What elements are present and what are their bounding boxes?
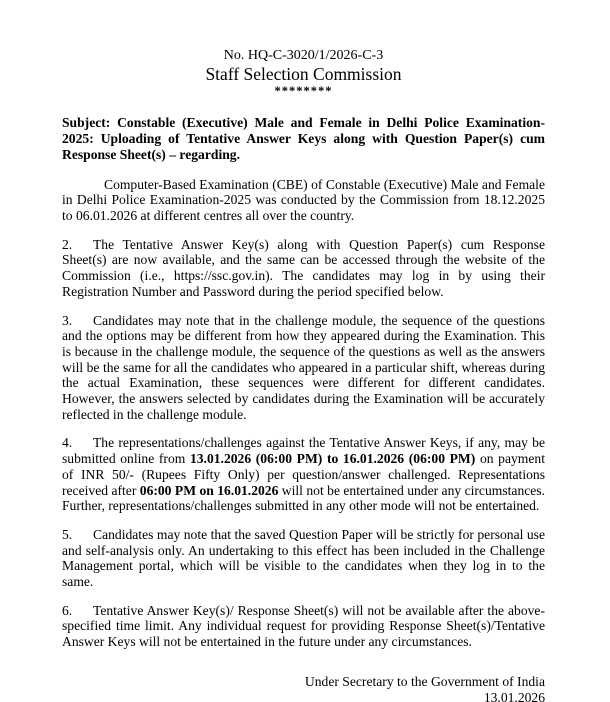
signature-block: [62, 674, 545, 702]
challenge-window-dates: 13.01.2026 (06:00 PM) to 16.01.2026 (06:00 PM): [189, 451, 476, 467]
signature-date: 13.01.2026: [483, 690, 545, 702]
paragraph-text: The Tentative Answer Key(s) along with Question Paper(s) cum Response Sheet(s) are now available, and the same can be accessed through the website of the Commission (i.e., https://ssc.gov.in). The candidates may log in by using their Registration Number and Password during the period specified below.: [62, 236, 545, 299]
paragraph-number: 4.: [62, 435, 73, 451]
reference-number: No. HQ-C-3020/1/2026-C-3: [223, 48, 384, 63]
paragraph-text: Candidates may note that the saved Question Paper will be strictly for personal use and self-analysis only. An undertaking to this effect has been included in the Challenge Management portal, which will be visible to the candidates when they log in to the same.: [62, 526, 545, 590]
paragraph-1: [62, 177, 545, 224]
paragraph-text: Tentative Answer Key(s)/ Response Sheet(s) will not be available after the above-specified time limit. Any individual request for providing Response Sheet(s)/Tentative Answer Keys will not be entertained in the future under any circumstances.: [62, 602, 545, 650]
paragraph-2: [62, 237, 545, 300]
paragraph-6: [62, 603, 545, 650]
challenge-deadline: 06:00 PM on 16.01.2026: [139, 482, 279, 498]
paragraph-3: [62, 313, 545, 423]
paragraph-5: [62, 527, 545, 590]
paragraph-text: Candidates may note that in the challenge module, the sequence of the questions and the options may be different from how they appeared during the Examination. This is because in the challenge module, the sequence of the questions as well as the answers will be the same for all the candidates who appeared in a particular shift, whereas during the actual Examination, these sequences were different for different candidates. However, the answers selected by candidates during the Examination will be accurately reflected in the challenge module.: [62, 312, 545, 422]
separator-stars: ********: [274, 84, 333, 98]
paragraph-number: 3.: [62, 312, 73, 328]
paragraph-number: 5.: [62, 526, 73, 542]
subject-line: Subject: Constable (Executive) Male and Female in Delhi Police Examination-2025: Uploading of Tentative Answer Keys along with Question Paper(s) cum Response Sheet(s) – regarding.: [62, 115, 545, 163]
paragraph-number: 2.: [62, 236, 73, 252]
paragraph-number: 6.: [62, 602, 73, 618]
paragraph-text: Computer-Based Examination (CBE) of Constable (Executive) Male and Female in Delhi Police Examination-2025 was conducted by the Commission from 18.12.2025 to 06.01.2026 at different centres all over the country.: [62, 176, 545, 224]
organization-name: Staff Selection Commission: [205, 64, 402, 84]
paragraph-text: The representations/challenges against the Tentative Answer Keys, if any, may be submitted online from: [62, 435, 545, 467]
signatory-designation: Under Secretary to the Government of India: [304, 673, 545, 689]
paragraph-4: [62, 435, 545, 514]
paragraph-text: will not be entertained under any circumstances. Further, representations/challenges submitted in any other mode will not be entertained.: [62, 482, 545, 514]
paragraph-text: on payment of INR 50/- (Rupees Fifty Only) per question/answer challenged. Representations received after: [62, 451, 545, 498]
